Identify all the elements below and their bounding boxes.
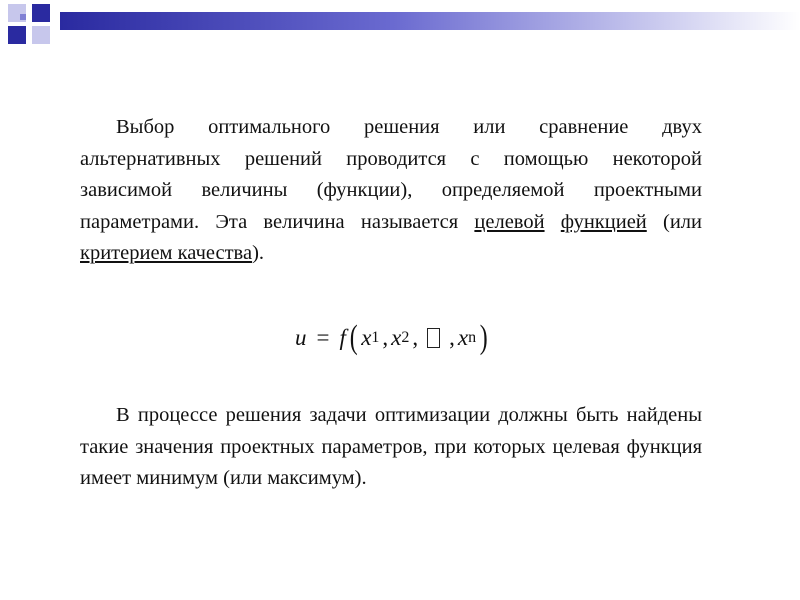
decor-square <box>32 26 50 44</box>
formula-sub2: 2 <box>401 329 410 346</box>
formula-comma: , <box>412 325 419 350</box>
formula-lhs: u <box>295 325 307 350</box>
formula-close-paren: ) <box>479 319 488 356</box>
formula-func: f <box>339 325 346 350</box>
header-gradient-bar <box>60 12 800 30</box>
objective-function-formula <box>295 316 491 360</box>
paragraph1-end: ). <box>252 242 265 264</box>
decor-square <box>20 14 26 20</box>
decor-square <box>8 26 26 44</box>
formula-subn: n <box>468 329 477 346</box>
paragraph-objective-function <box>80 112 702 270</box>
paragraph2-text: В процессе решения задачи оптимизации должны быть найдены такие значения проектных параметров, при которых целевая функция имеет минимум (или максимум). <box>80 404 702 489</box>
paragraph1-mid: (или <box>646 210 702 233</box>
formula-var2: x <box>391 325 402 350</box>
formula-equals: = <box>316 325 330 350</box>
space <box>545 211 561 233</box>
formula-open-paren: ( <box>349 319 358 356</box>
term-target: целевой <box>474 210 545 233</box>
missing-glyph-icon <box>427 328 440 348</box>
header-decoration <box>0 0 800 48</box>
formula-sub1: 1 <box>371 329 380 346</box>
term-function: функцией <box>560 210 647 233</box>
decor-square <box>32 4 50 22</box>
formula-comma: , <box>382 325 389 350</box>
paragraph-optimization <box>80 400 702 495</box>
formula-var3: x <box>457 325 469 350</box>
formula-var1: x <box>361 325 372 350</box>
term-quality-criterion: критерием качества <box>80 242 253 264</box>
paragraph1-text: Выбор оптимального решения или сравнение двух альтернативных решений проводится с помощью некоторой зависимой величины (функции), определяемой проектными параметрами. Эта величина называется <box>80 116 702 233</box>
formula-comma: , <box>449 325 455 350</box>
